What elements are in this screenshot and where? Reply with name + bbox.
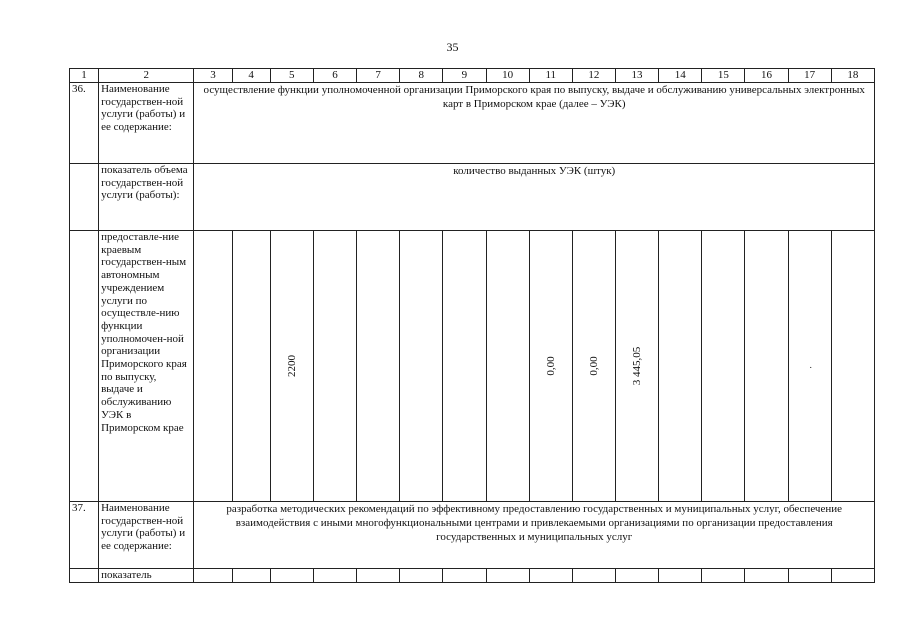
- cell-col-8: [400, 231, 443, 502]
- cell-col-13: [615, 231, 658, 502]
- column-header: 9: [443, 69, 486, 83]
- empty-cell: [788, 569, 831, 583]
- column-header: 16: [745, 69, 788, 83]
- cell-col-16: [745, 231, 788, 502]
- column-header: 1: [70, 69, 99, 83]
- empty-cell: [70, 231, 99, 502]
- cell-col-15: [702, 231, 745, 502]
- column-header: 13: [615, 69, 658, 83]
- cell-col-3: [194, 231, 232, 502]
- column-header: 2: [99, 69, 194, 83]
- column-header: 3: [194, 69, 232, 83]
- quantity-value: 2200: [285, 355, 298, 377]
- empty-cell: [615, 569, 658, 583]
- item-number: 36.: [70, 83, 99, 164]
- cell-col-4: [232, 231, 270, 502]
- service-name-label: Наименование государствен-ной услуги (работы) и ее содержание:: [99, 502, 194, 569]
- amount-value-col-12: 0,00: [587, 356, 600, 376]
- empty-cell: [831, 569, 874, 583]
- empty-cell: [486, 569, 529, 583]
- service-description: предоставле-ние краевым государствен-ным автономным учреждением услуги по осуществле-нию функции уполномочен-ной организации Приморского края по выпуску, выдаче и обслуживанию УЭК в Приморском крае: [99, 231, 194, 502]
- item-36-name-row: [70, 83, 875, 164]
- item-37-name-row: [70, 502, 875, 569]
- cell-col-17: [788, 231, 831, 502]
- empty-cell: [443, 569, 486, 583]
- empty-cell: [529, 569, 572, 583]
- item-36-service-row: [70, 231, 875, 502]
- page-number: 35: [446, 40, 459, 54]
- cell-col-14: [659, 231, 702, 502]
- cell-col-18: [831, 231, 874, 502]
- item-number: 37.: [70, 502, 99, 569]
- empty-cell: [572, 569, 615, 583]
- column-header: 11: [529, 69, 572, 83]
- cell-col-9: [443, 231, 486, 502]
- empty-cell: [232, 569, 270, 583]
- cell-col-10: [486, 231, 529, 502]
- column-header: 10: [486, 69, 529, 83]
- empty-cell: [745, 569, 788, 583]
- column-header: 18: [831, 69, 874, 83]
- column-header: 8: [400, 69, 443, 83]
- amount-value-col-13: 3 445,05: [631, 346, 644, 386]
- column-header: 14: [659, 69, 702, 83]
- empty-cell: [702, 569, 745, 583]
- column-header: 5: [270, 69, 313, 83]
- empty-cell: [659, 569, 702, 583]
- cell-col-7: [357, 231, 400, 502]
- cell-col-5: [270, 231, 313, 502]
- empty-cell: [400, 569, 443, 583]
- service-name-value: разработка методических рекомендаций по эффективному предоставлению государственных и муниципальных услуг, обеспечение взаимодействия с иными многофункциональными центрами и привлекаемыми организациями по организации предоставления государственных и муниципальных услуг: [194, 502, 875, 569]
- service-name-label: Наименование государствен-ной услуги (работы) и ее содержание:: [99, 83, 194, 164]
- column-header: 12: [572, 69, 615, 83]
- volume-indicator-label: показатель объема государствен-ной услуги (работы):: [99, 164, 194, 231]
- stray-mark: .: [809, 359, 812, 370]
- item-37-indicator-row: [70, 569, 875, 583]
- cell-col-12: [572, 231, 615, 502]
- column-number-row: [70, 69, 875, 83]
- column-header: 15: [702, 69, 745, 83]
- empty-cell: [357, 569, 400, 583]
- volume-indicator-value: количество выданных УЭК (штук): [194, 164, 875, 231]
- indicator-label: показатель: [99, 569, 194, 583]
- item-36-indicator-row: [70, 164, 875, 231]
- column-header: 4: [232, 69, 270, 83]
- cell-col-6: [313, 231, 356, 502]
- column-header: 6: [313, 69, 356, 83]
- empty-cell: [70, 164, 99, 231]
- column-header: 17: [788, 69, 831, 83]
- state-assignment-table: [69, 68, 875, 583]
- empty-cell: [313, 569, 356, 583]
- service-name-value: осуществление функции уполномоченной организации Приморского края по выпуску, выдаче и обслуживанию универсальных электронных карт в Приморском крае (далее – УЭК): [194, 83, 875, 164]
- column-header: 7: [357, 69, 400, 83]
- cell-col-11: [529, 231, 572, 502]
- empty-cell: [194, 569, 232, 583]
- empty-cell: [70, 569, 99, 583]
- amount-value-col-11: 0,00: [544, 356, 557, 376]
- empty-cell: [270, 569, 313, 583]
